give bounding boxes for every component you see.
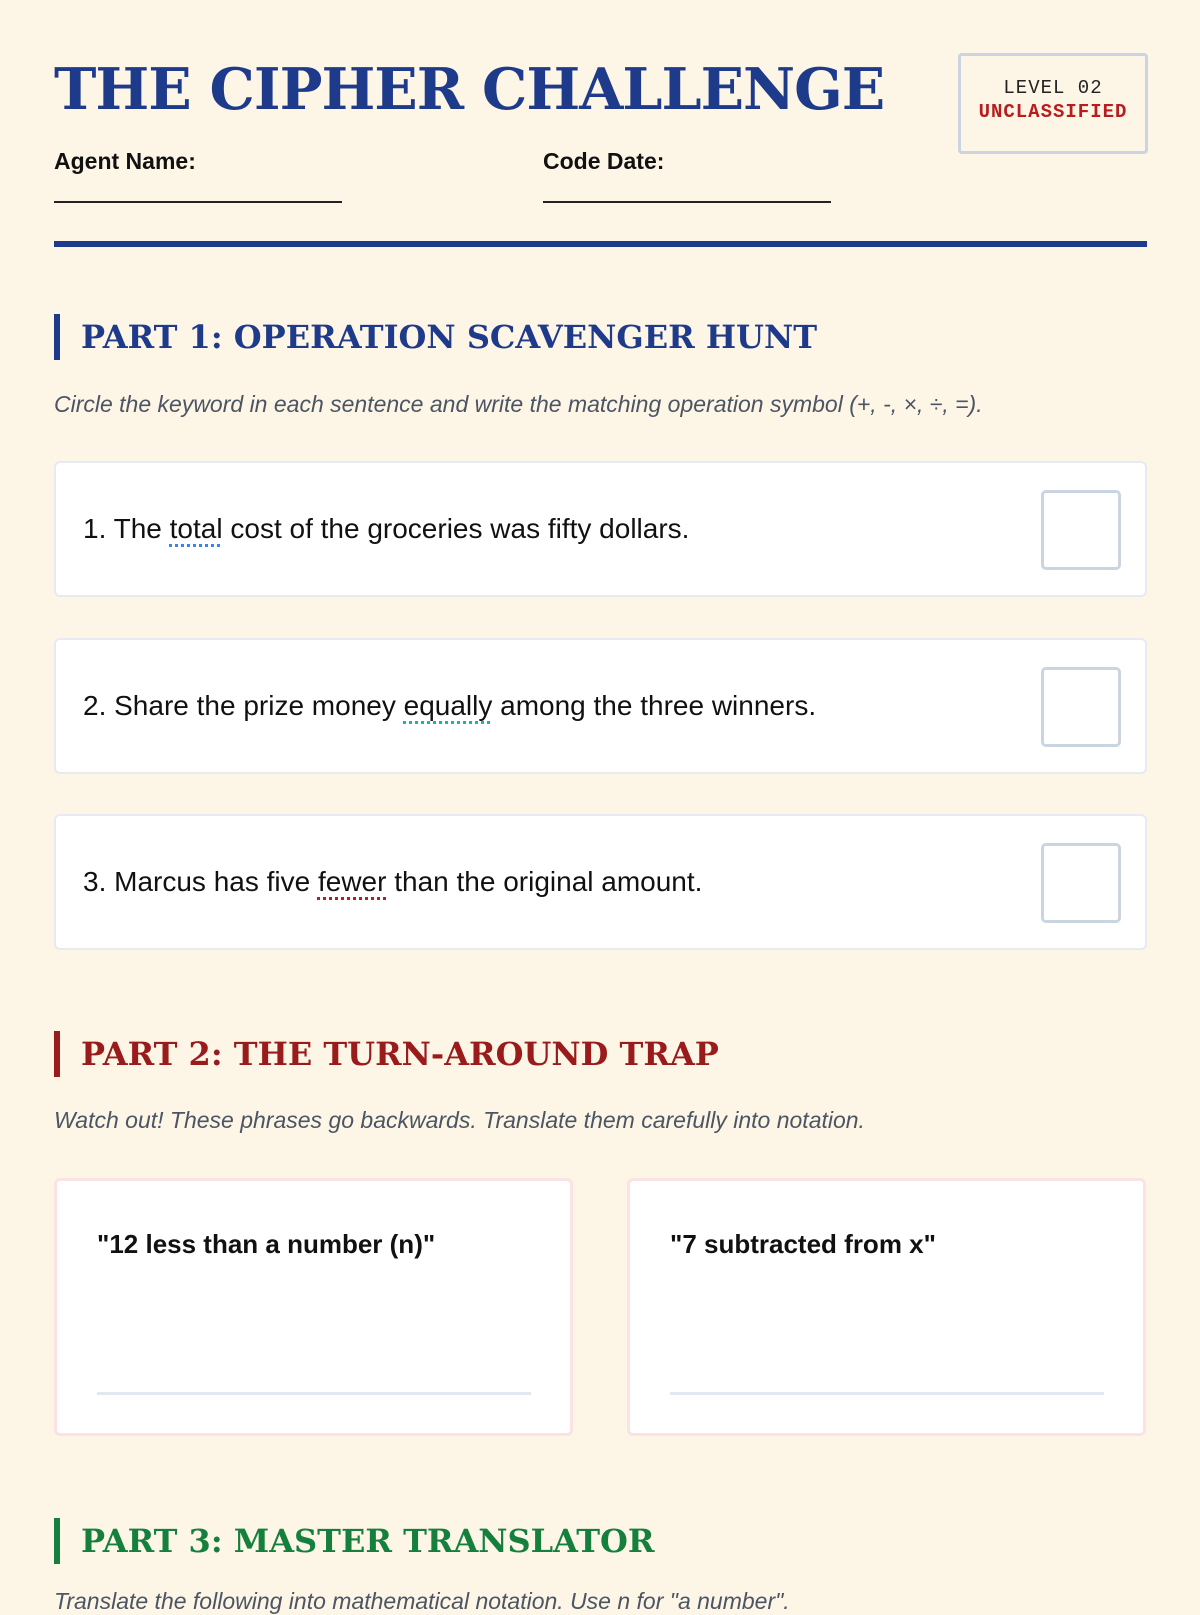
question-keyword-2[interactable]: equally [403, 690, 493, 721]
stamp-classification: UNCLASSIFIED [978, 101, 1128, 123]
question-prefix-3: 3. Marcus has five [83, 866, 318, 897]
question-text-2 [83, 690, 816, 722]
code-date-line[interactable] [543, 201, 831, 203]
header-divider [54, 241, 1147, 247]
question-suffix-2: among the three winners. [492, 690, 817, 721]
part2-heading: PART 2: THE TURN-AROUND TRAP [54, 1031, 719, 1077]
question-card-1 [54, 461, 1147, 597]
phrase-text-2: "7 subtracted from x" [670, 1229, 936, 1259]
question-card-3 [54, 814, 1147, 950]
question-suffix-3: than the original amount. [386, 866, 703, 897]
part1-instructions: Circle the keyword in each sentence and write the matching operation symbol (+, -, ×, ÷, =). [54, 391, 983, 417]
answer-box-2[interactable] [1041, 667, 1121, 747]
question-prefix-2: 2. Share the prize money [83, 690, 404, 721]
question-text-3 [83, 866, 702, 898]
question-suffix-1: cost of the groceries was fifty dollars. [222, 513, 690, 544]
phrase-text-1: "12 less than a number (n)" [97, 1229, 436, 1259]
phrase-card-2 [627, 1178, 1146, 1436]
part1-heading: PART 1: OPERATION SCAVENGER HUNT [54, 314, 817, 360]
part2-instructions: Watch out! These phrases go backwards. Translate them carefully into notation. [54, 1107, 865, 1133]
code-date-field[interactable] [543, 148, 831, 203]
stamp-level: LEVEL 02 [1003, 77, 1103, 99]
part3-instructions: Translate the following into mathematical notation. Use n for "a number". [54, 1588, 790, 1614]
question-keyword-1[interactable]: total [169, 513, 223, 544]
phrase-answer-line-1[interactable] [97, 1392, 531, 1395]
agent-name-label: Agent Name: [54, 148, 196, 174]
question-keyword-3[interactable]: fewer [317, 866, 387, 897]
question-prefix-1: 1. The [83, 513, 170, 544]
code-date-label: Code Date: [543, 148, 665, 174]
agent-name-field[interactable] [54, 148, 342, 203]
agent-name-line[interactable] [54, 201, 342, 203]
phrase-answer-line-2[interactable] [670, 1392, 1104, 1395]
worksheet-page [54, 0, 1147, 1614]
part3-heading: PART 3: MASTER TRANSLATOR [54, 1518, 655, 1564]
classification-stamp [958, 53, 1148, 154]
worksheet-title: THE CIPHER CHALLENGE [54, 56, 885, 123]
phrase-card-1 [54, 1178, 573, 1436]
answer-box-3[interactable] [1041, 843, 1121, 923]
answer-box-1[interactable] [1041, 490, 1121, 570]
question-text-1 [83, 513, 689, 545]
question-card-2 [54, 638, 1147, 774]
